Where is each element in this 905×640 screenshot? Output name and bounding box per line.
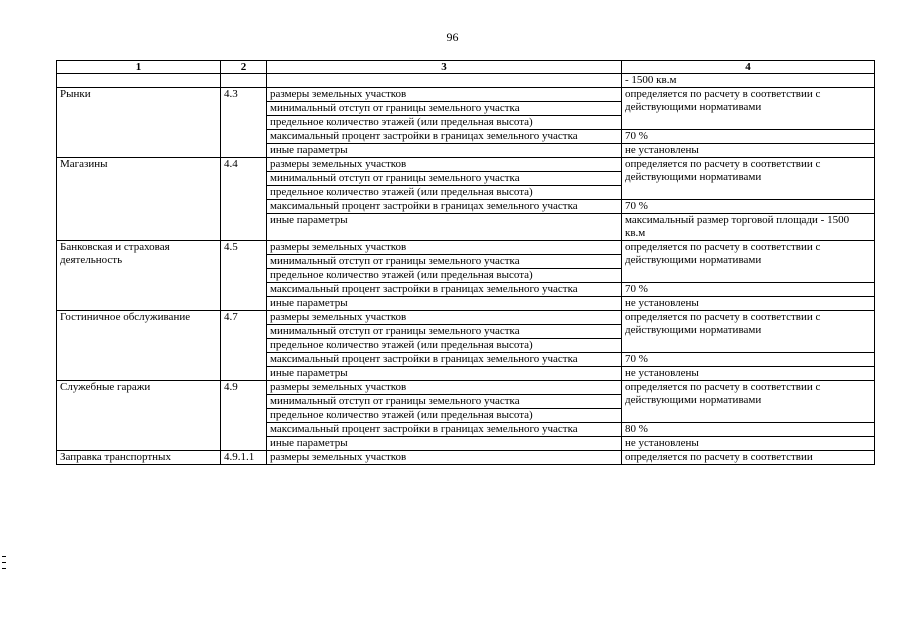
use-code: 4.5 [221,241,267,311]
param-min-offset: минимальный отступ от границы земельного участка [267,325,622,339]
param-min-offset: минимальный отступ от границы земельного участка [267,395,622,409]
table-row [57,158,875,172]
header-col-3: 3 [267,61,622,74]
page-number: 96 [446,30,459,44]
param-max-coverage: максимальный процент застройки в границах земельного участка [267,283,622,297]
coverage-value: 70 % [622,353,875,367]
param-other: иные параметры [267,144,622,158]
use-code: 4.7 [221,311,267,381]
calc-value: определяется по расчету в соответствии с действующими нормативами [622,381,875,423]
calc-value: определяется по расчету в соответствии с действующими нормативами [622,311,875,353]
use-code: 4.3 [221,88,267,158]
param-min-offset: минимальный отступ от границы земельного участка [267,172,622,186]
use-code: 4.4 [221,158,267,241]
regulation-table [56,60,875,465]
use-name: Гостиничное обслуживание [57,311,221,381]
use-name: Заправка транспортных [57,451,221,465]
cell-empty [57,74,221,88]
param-min-offset: минимальный отступ от границы земельного участка [267,255,622,269]
cell-empty [267,74,622,88]
use-name: Банковская и страховая деятельность [57,241,221,311]
param-other: иные параметры [267,437,622,451]
other-value: не установлены [622,297,875,311]
coverage-value: 70 % [622,283,875,297]
use-code: 4.9 [221,381,267,451]
param-sizes: размеры земельных участков [267,158,622,172]
param-max-floors: предельное количество этажей (или предельная высота) [267,409,622,423]
param-max-floors: предельное количество этажей (или предельная высота) [267,339,622,353]
calc-value: определяется по расчету в соответствии с действующими нормативами [622,158,875,200]
param-sizes: размеры земельных участков [267,451,622,465]
table-row [57,381,875,395]
use-code: 4.9.1.1 [221,451,267,465]
header-col-4: 4 [622,61,875,74]
cell-empty [221,74,267,88]
param-max-floors: предельное количество этажей (или предельная высота) [267,269,622,283]
table-row [57,88,875,102]
coverage-value: 80 % [622,423,875,437]
param-sizes: размеры земельных участков [267,241,622,255]
table-row [57,74,875,88]
param-other: иные параметры [267,297,622,311]
use-name: Служебные гаражи [57,381,221,451]
param-max-floors: предельное количество этажей (или предельная высота) [267,116,622,130]
param-other: иные параметры [267,214,622,241]
calc-value: определяется по расчету в соответствии [622,451,875,465]
param-max-coverage: максимальный процент застройки в границах земельного участка [267,200,622,214]
table-row [57,241,875,255]
param-max-coverage: максимальный процент застройки в границах земельного участка [267,130,622,144]
param-other: иные параметры [267,367,622,381]
cell-value: - 1500 кв.м [622,74,875,88]
margin-mark [2,556,6,557]
use-name: Магазины [57,158,221,241]
param-max-coverage: максимальный процент застройки в границах земельного участка [267,353,622,367]
param-sizes: размеры земельных участков [267,88,622,102]
margin-mark [2,562,6,563]
header-col-1: 1 [57,61,221,74]
other-value: не установлены [622,367,875,381]
other-value: не установлены [622,437,875,451]
param-min-offset: минимальный отступ от границы земельного участка [267,102,622,116]
table-body [57,74,875,465]
other-value: не установлены [622,144,875,158]
coverage-value: 70 % [622,200,875,214]
param-sizes: размеры земельных участков [267,311,622,325]
calc-value: определяется по расчету в соответствии с действующими нормативами [622,241,875,283]
header-col-2: 2 [221,61,267,74]
use-name: Рынки [57,88,221,158]
other-value: максимальный размер торговой площади - 1500 кв.м [622,214,875,241]
table-row [57,451,875,465]
coverage-value: 70 % [622,130,875,144]
calc-value: определяется по расчету в соответствии с действующими нормативами [622,88,875,130]
margin-mark [2,568,6,569]
table-row [57,311,875,325]
param-max-floors: предельное количество этажей (или предельная высота) [267,186,622,200]
header-row [57,61,875,74]
margin-marks [2,556,6,574]
param-max-coverage: максимальный процент застройки в границах земельного участка [267,423,622,437]
param-sizes: размеры земельных участков [267,381,622,395]
